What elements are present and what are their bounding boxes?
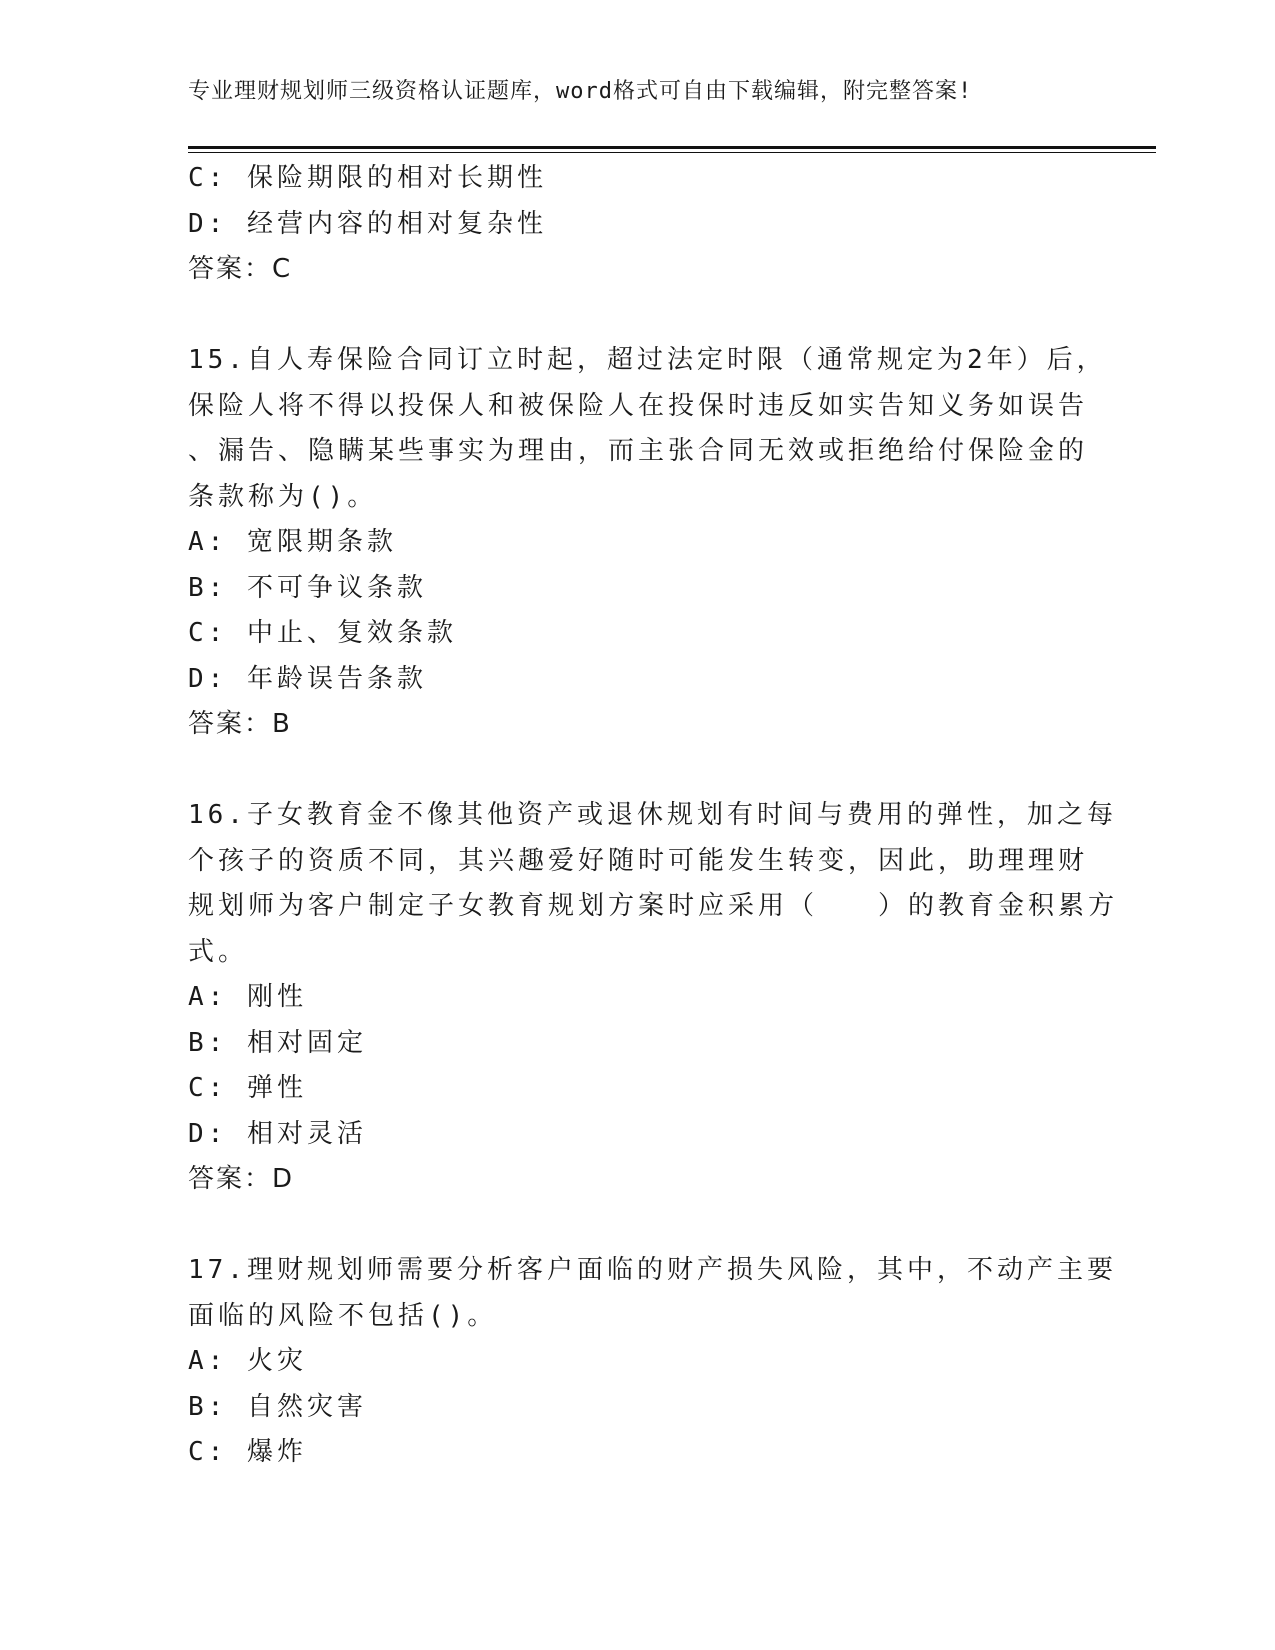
option-d	[188, 202, 1088, 248]
question-stem-line: 个孩子的资质不同，其兴趣爱好随时可能发生转变，因此，助理理财	[188, 845, 1089, 876]
option-key: A:	[188, 527, 228, 557]
prev-question-block	[188, 156, 1088, 293]
question-stem-line: 条款称为()。	[188, 481, 378, 512]
option-a	[188, 1339, 1088, 1385]
option-key: B:	[188, 572, 228, 603]
option-key: D:	[188, 663, 228, 694]
option-key: B:	[188, 1391, 228, 1422]
option-text: 宽限期条款	[246, 527, 397, 557]
option-text: 相对固定	[246, 1027, 367, 1058]
option-c	[188, 1430, 1088, 1476]
option-text: 经营内容的相对复杂性	[246, 208, 547, 239]
option-d	[188, 657, 1088, 703]
option-c	[188, 611, 1088, 657]
option-text: 年龄误告条款	[246, 663, 427, 694]
option-text: 自然灾害	[246, 1391, 367, 1422]
question-stem-line: 面临的风险不包括()。	[188, 1300, 498, 1331]
answer-line: 答案：B	[188, 709, 292, 739]
answer-line: 答案：D	[188, 1164, 295, 1194]
question-stem-line: 、漏告、隐瞒某些事实为理由，而主张合同无效或拒绝给付保险金的	[188, 436, 1089, 466]
option-b	[188, 1021, 1088, 1067]
option-text: 刚性	[246, 982, 307, 1012]
header-rule-thick	[188, 146, 1156, 149]
option-text: 相对灵活	[246, 1118, 367, 1149]
spacer	[188, 748, 1088, 794]
option-c	[188, 1066, 1088, 1112]
question-16	[188, 793, 1119, 1203]
option-text: 爆炸	[246, 1437, 307, 1467]
question-stem-line: 保险人将不得以投保人和被保险人在投保时违反如实告知义务如误告	[188, 390, 1089, 421]
page-header: 专业理财规划师三级资格认证题库，word格式可自由下载编辑，附完整答案!	[188, 79, 973, 104]
option-text: 不可争议条款	[246, 572, 427, 603]
option-key: D:	[188, 208, 228, 239]
option-b	[188, 566, 1088, 612]
question-17	[188, 1248, 1117, 1476]
question-stem-line: 式。	[188, 936, 249, 967]
answer-line: 答案：C	[188, 254, 293, 284]
question-stem-line: 16.子女教育金不像其他资产或退休规划有时间与费用的弹性，加之每	[188, 800, 1117, 830]
option-key: B:	[188, 1027, 228, 1058]
option-a	[188, 520, 1088, 566]
question-stem-line: 17.理财规划师需要分析客户面临的财产损失风险，其中，不动产主要	[188, 1255, 1117, 1285]
option-c	[188, 156, 1088, 202]
option-key: A:	[188, 1346, 228, 1376]
option-text: 火灾	[246, 1346, 307, 1376]
question-stem-line: 规划师为客户制定子女教育规划方案时应采用（ ）的教育金积累方	[188, 891, 1119, 921]
option-key: C:	[188, 1437, 228, 1467]
option-a	[188, 975, 1088, 1021]
question-15	[188, 338, 1107, 748]
option-key: C:	[188, 1073, 228, 1103]
option-text: 中止、复效条款	[246, 618, 457, 648]
option-text: 保险期限的相对长期性	[246, 163, 547, 193]
option-key: C:	[188, 618, 228, 648]
option-b	[188, 1385, 1088, 1431]
question-stem-line: 15.自人寿保险合同订立时起，超过法定时限（通常规定为2年）后，	[188, 345, 1107, 375]
option-key: D:	[188, 1118, 228, 1149]
spacer	[188, 293, 1088, 339]
question-content	[188, 156, 1119, 1476]
option-key: A:	[188, 982, 228, 1012]
header-rule-thin	[188, 152, 1156, 153]
option-text: 弹性	[246, 1073, 307, 1103]
option-d	[188, 1112, 1088, 1158]
spacer	[188, 1203, 1088, 1249]
option-key: C:	[188, 163, 228, 193]
